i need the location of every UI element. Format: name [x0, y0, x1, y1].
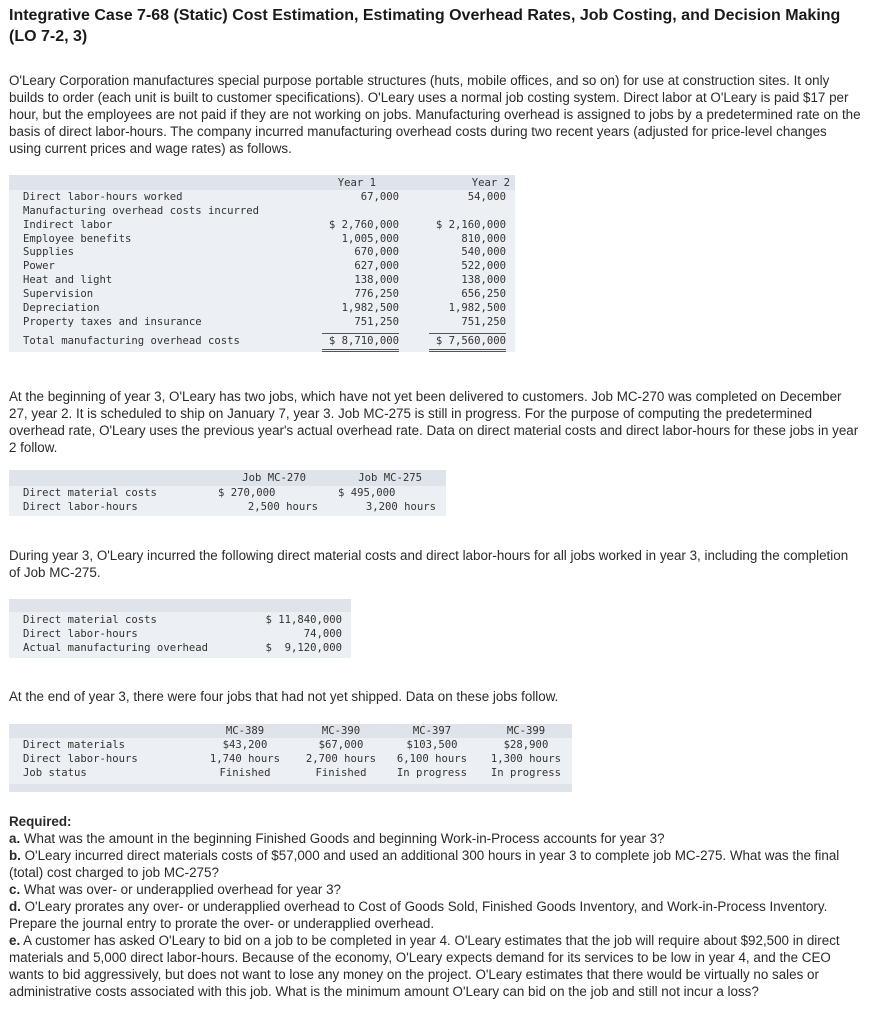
row-label: Total manufacturing overhead costs — [23, 335, 240, 347]
year1-value: 776,250 — [354, 288, 399, 300]
year2-value: 1,982,500 — [448, 302, 506, 314]
row-value: $ 11,840,000 — [265, 614, 342, 626]
year2-value: $ 2,160,000 — [435, 219, 506, 231]
row-value: $ 9,120,000 — [265, 642, 342, 654]
row-label: Direct material costs — [23, 614, 157, 626]
required-item-key: c. — [9, 882, 21, 897]
required-heading: Required: — [9, 814, 72, 829]
job-col-header: MC-397 — [412, 725, 452, 737]
job-cell: $67,000 — [318, 739, 364, 751]
row-label: Employee benefits — [23, 233, 132, 245]
mc275-value: 3,200 hours — [365, 501, 436, 513]
intro-paragraph: O'Leary Corporation manufactures special purpose portable structures (huts, mobile offices, and so on) for use at construction sites. It only builds to order (each unit is built to customer specifications). O'Leary uses a normal job costing system. Direct labor at O'Leary is paid $17 per hour, but the employees are not paid if they are not working on jobs. Manufacturing overhead is assigned to jobs by a predetermined rate on the basis of direct labor-hours. The company incurred manufacturing overhead costs during two recent years (adjusted for price-level changes using current prices and wage rates) as follows. — [9, 73, 861, 156]
required-item — [9, 847, 861, 881]
required-item — [9, 830, 861, 847]
row-label: Supplies — [23, 246, 75, 258]
job-col-header: MC-390 — [321, 725, 361, 737]
year2-value: 138,000 — [461, 274, 506, 286]
row-value: 74,000 — [303, 628, 342, 640]
job-cell: 1,300 hours — [490, 753, 562, 765]
year1-value: 627,000 — [354, 260, 399, 272]
row-label: Supervision — [23, 288, 94, 300]
year1-value: 1,005,000 — [341, 233, 399, 245]
row-label: Direct materials — [23, 739, 126, 751]
required-item — [9, 881, 861, 898]
year2-value: 656,250 — [461, 288, 506, 300]
job-cell: 1,740 hours — [209, 753, 281, 765]
row-label: Direct labor-hours worked — [23, 191, 183, 203]
row-label: Depreciation — [23, 302, 100, 314]
job-cell: In progress — [490, 767, 562, 779]
required-item-text: A customer has asked O'Leary to bid on a job to be completed in year 4. O'Leary estimates that the job will require about $92,500 in direct materials and 5,000 direct labor-hours. Because of the economy, O'Leary expects demand for its services to be low in year 4, and the CEO wants to bid aggressively, but does not want to lose any money on the project. O'Leary estimates that there would be virtually no sales or administrative costs associated with this job. What is the minimum amount O'Leary can bid on the job and still not incur a loss? — [9, 933, 840, 999]
required-items — [9, 830, 861, 1000]
paragraph-beginning-year3: At the beginning of year 3, O'Leary has two jobs, which have not yet been delivered to customers. Job MC-270 was completed on December 27, year 2. It is scheduled to ship on January 7, year 3. Job MC-275 is still in progress. For the purpose of computing the predetermined overhead rate, O'Leary uses the previous year's actual overhead rate. Data on direct material costs and direct labor-hours for these jobs in year 2 follow. — [9, 389, 859, 455]
year2-value: 522,000 — [461, 260, 506, 272]
required-item-key: a. — [9, 831, 21, 846]
job-cell: $103,500 — [406, 739, 458, 751]
required-item-text: O'Leary incurred direct materials costs of $57,000 and used an additional 300 hours in year 3 to complete job MC-275. What was the final (total) cost charged to job MC-275? — [9, 848, 840, 880]
header-band — [9, 599, 351, 612]
job-cell: $43,200 — [222, 739, 268, 751]
row-label: Direct labor-hours — [23, 501, 138, 513]
required-item-text: What was over- or underapplied overhead for year 3? — [20, 882, 341, 897]
row-label: Power — [23, 260, 55, 272]
footer-band — [9, 784, 572, 792]
job-cell: 6,100 hours — [396, 753, 468, 765]
row-label: Direct labor-hours — [23, 628, 138, 640]
year1-value: $ 2,760,000 — [328, 219, 399, 231]
required-item-key: d. — [9, 899, 21, 914]
col-header-mc270: Job MC-270 — [242, 472, 306, 484]
job-col-header: MC-389 — [225, 725, 265, 737]
year2-value: 540,000 — [461, 246, 506, 258]
row-label: Direct labor-hours — [23, 753, 138, 765]
year1-value: 670,000 — [354, 246, 399, 258]
row-label: Property taxes and insurance — [23, 316, 202, 328]
header-band — [9, 175, 515, 190]
year2-value: 810,000 — [461, 233, 506, 245]
required-item — [9, 898, 861, 932]
year2-value: $ 7,560,000 — [429, 333, 506, 352]
row-label: Heat and light — [23, 274, 113, 286]
required-item-key: b. — [9, 848, 21, 863]
year1-value: 138,000 — [354, 274, 399, 286]
job-cell: Finished — [219, 767, 271, 779]
year2-value: 751,250 — [461, 316, 506, 328]
col-header-mc275: Job MC-275 — [358, 472, 422, 484]
year2-value: 54,000 — [467, 191, 506, 203]
job-cell: Finished — [315, 767, 367, 779]
year1-value: 67,000 — [360, 191, 399, 203]
job-cell: In progress — [396, 767, 468, 779]
required-item-text: What was the amount in the beginning Finished Goods and beginning Work-in-Process accounts for year 3? — [20, 831, 665, 846]
required-item-text: O'Leary prorates any over- or underapplied overhead to Cost of Goods Sold, Finished Goods Inventory, and Work-in-Process Inventory. Prepare the journal entry to prorate the over- or underapplied overhead. — [9, 899, 828, 931]
col-header-year2: Year 2 — [471, 177, 510, 189]
job-cell: $28,900 — [503, 739, 549, 751]
row-label: Indirect labor — [23, 219, 113, 231]
page-title: Integrative Case 7-68 (Static) Cost Estimation, Estimating Overhead Rates, Job Costing, and Decision Making (LO 7-2, 3) — [9, 7, 841, 45]
job-col-header: MC-399 — [506, 725, 546, 737]
row-label: Manufacturing overhead costs incurred — [23, 205, 259, 217]
required-item-key: e. — [9, 933, 21, 948]
job-cell: 2,700 hours — [305, 753, 377, 765]
year1-value: 1,982,500 — [341, 302, 399, 314]
required-item — [9, 932, 861, 1000]
required-section — [9, 813, 861, 1000]
paragraph-unshipped-jobs: At the end of year 3, there were four jobs that had not yet shipped. Data on these jobs follow. — [9, 689, 559, 704]
mc275-value: $ 495,000 — [338, 487, 396, 499]
row-label: Actual manufacturing overhead — [23, 642, 208, 654]
year1-value: $ 8,710,000 — [322, 333, 399, 352]
paragraph-year3-costs: During year 3, O'Leary incurred the following direct material costs and direct labor-hours for all jobs worked in year 3, including the completion of Job MC-275. — [9, 548, 849, 580]
mc270-value: $ 270,000 — [218, 487, 276, 499]
year1-value: 751,250 — [354, 316, 399, 328]
row-label: Direct material costs — [23, 487, 157, 499]
col-header-year1: Year 1 — [337, 177, 376, 189]
mc270-value: 2,500 hours — [247, 501, 318, 513]
row-label: Job status — [23, 767, 87, 779]
